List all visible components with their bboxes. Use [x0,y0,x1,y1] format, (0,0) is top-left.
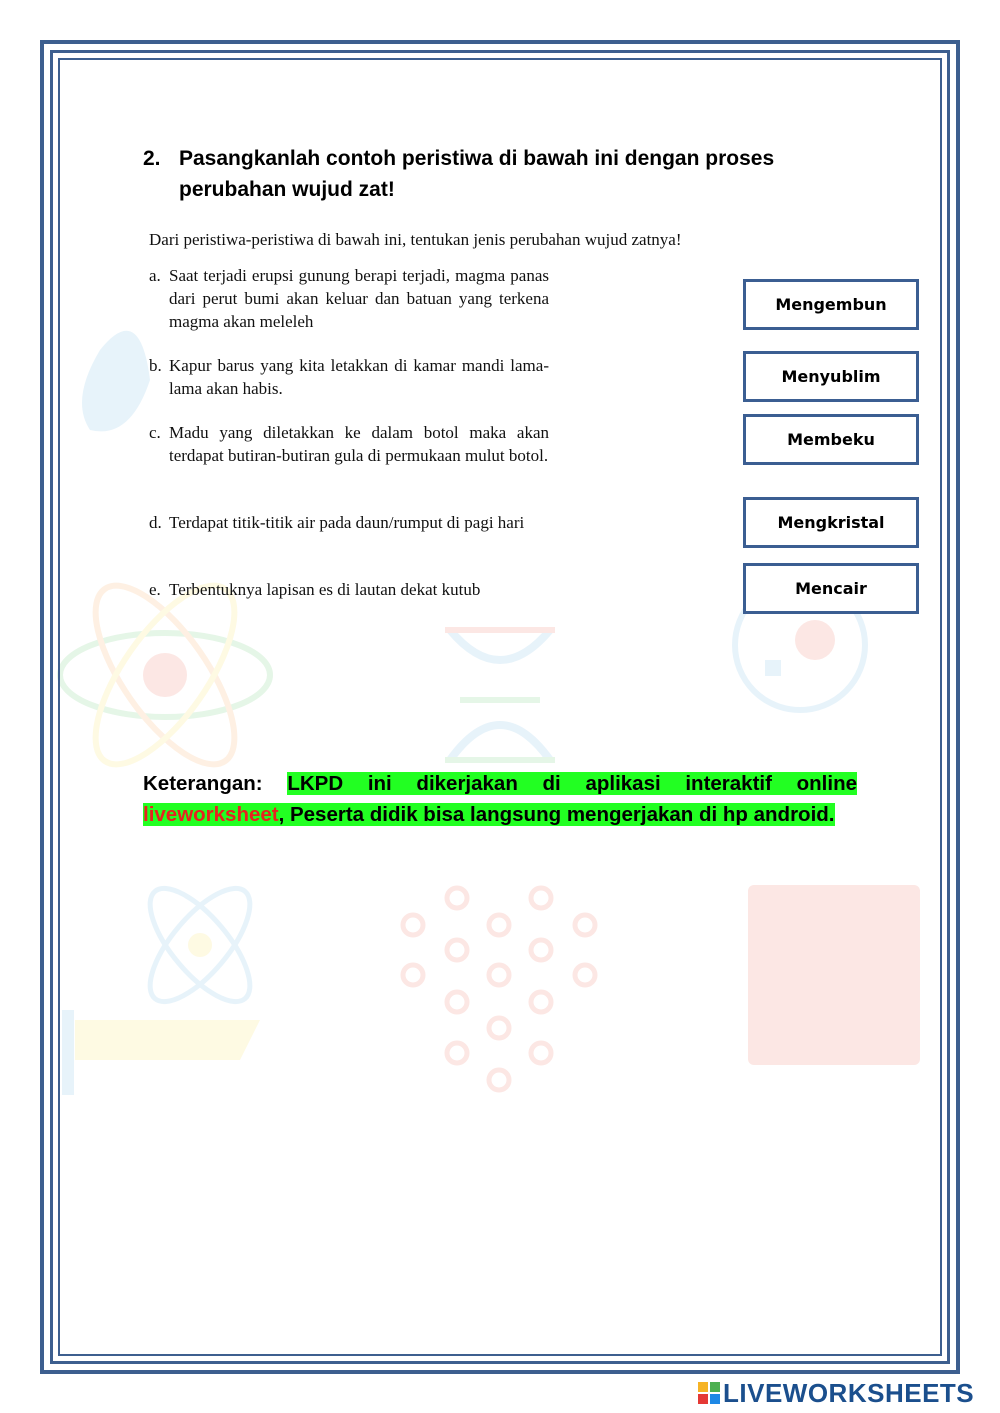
page-border-inner [58,58,942,1356]
item-text: Madu yang diletakkan ke dalam botol maka akan terdapat butiran-butiran gula di permukaan mulut botol. [169,423,549,465]
item-letter: e. [149,580,161,599]
option-membeku[interactable]: Membeku [743,414,919,465]
item-text: Terbentuknya lapisan es di lautan dekat kutub [169,580,481,599]
note-paragraph [143,768,857,830]
question-number: 2. [143,147,161,170]
item-letter: d. [149,513,162,532]
liveworksheets-brand[interactable] [698,1378,974,1408]
option-mencair[interactable]: Mencair [743,563,919,614]
brand-name: LIVEWORKSHEETS [723,1377,975,1408]
note-label: Keterangan: [143,772,263,795]
item-letter: a. [149,266,161,285]
option-mengembun[interactable]: Mengembun [743,279,919,330]
liveworksheet-link[interactable]: liveworksheet [143,803,279,826]
option-menyublim[interactable]: Menyublim [743,351,919,402]
item-text: Kapur barus yang kita letakkan di kamar mandi lama-lama akan habis. [169,356,549,398]
liveworksheets-logo-icon [698,1382,720,1404]
instruction-text: Dari peristiwa-peristiwa di bawah ini, tentukan jenis perubahan wujud zatnya! [149,230,682,249]
option-mengkristal[interactable]: Mengkristal [743,497,919,548]
note-text-1: LKPD ini dikerjakan di aplikasi interaktif online [287,772,857,795]
question-title: Pasangkanlah contoh peristiwa di bawah ini dengan proses perubahan wujud zat! [179,147,775,201]
item-text: Saat terjadi erupsi gunung berapi terjadi, magma panas dari perut bumi akan keluar dan batuan yang terkena magma akan meleleh [169,266,549,331]
item-text: Terdapat titik-titik air pada daun/rumput di pagi hari [169,513,525,532]
item-letter: c. [149,423,161,442]
item-letter: b. [149,356,162,375]
note-text-2: , Peserta didik bisa langsung mengerjakan di hp android. [278,803,835,826]
